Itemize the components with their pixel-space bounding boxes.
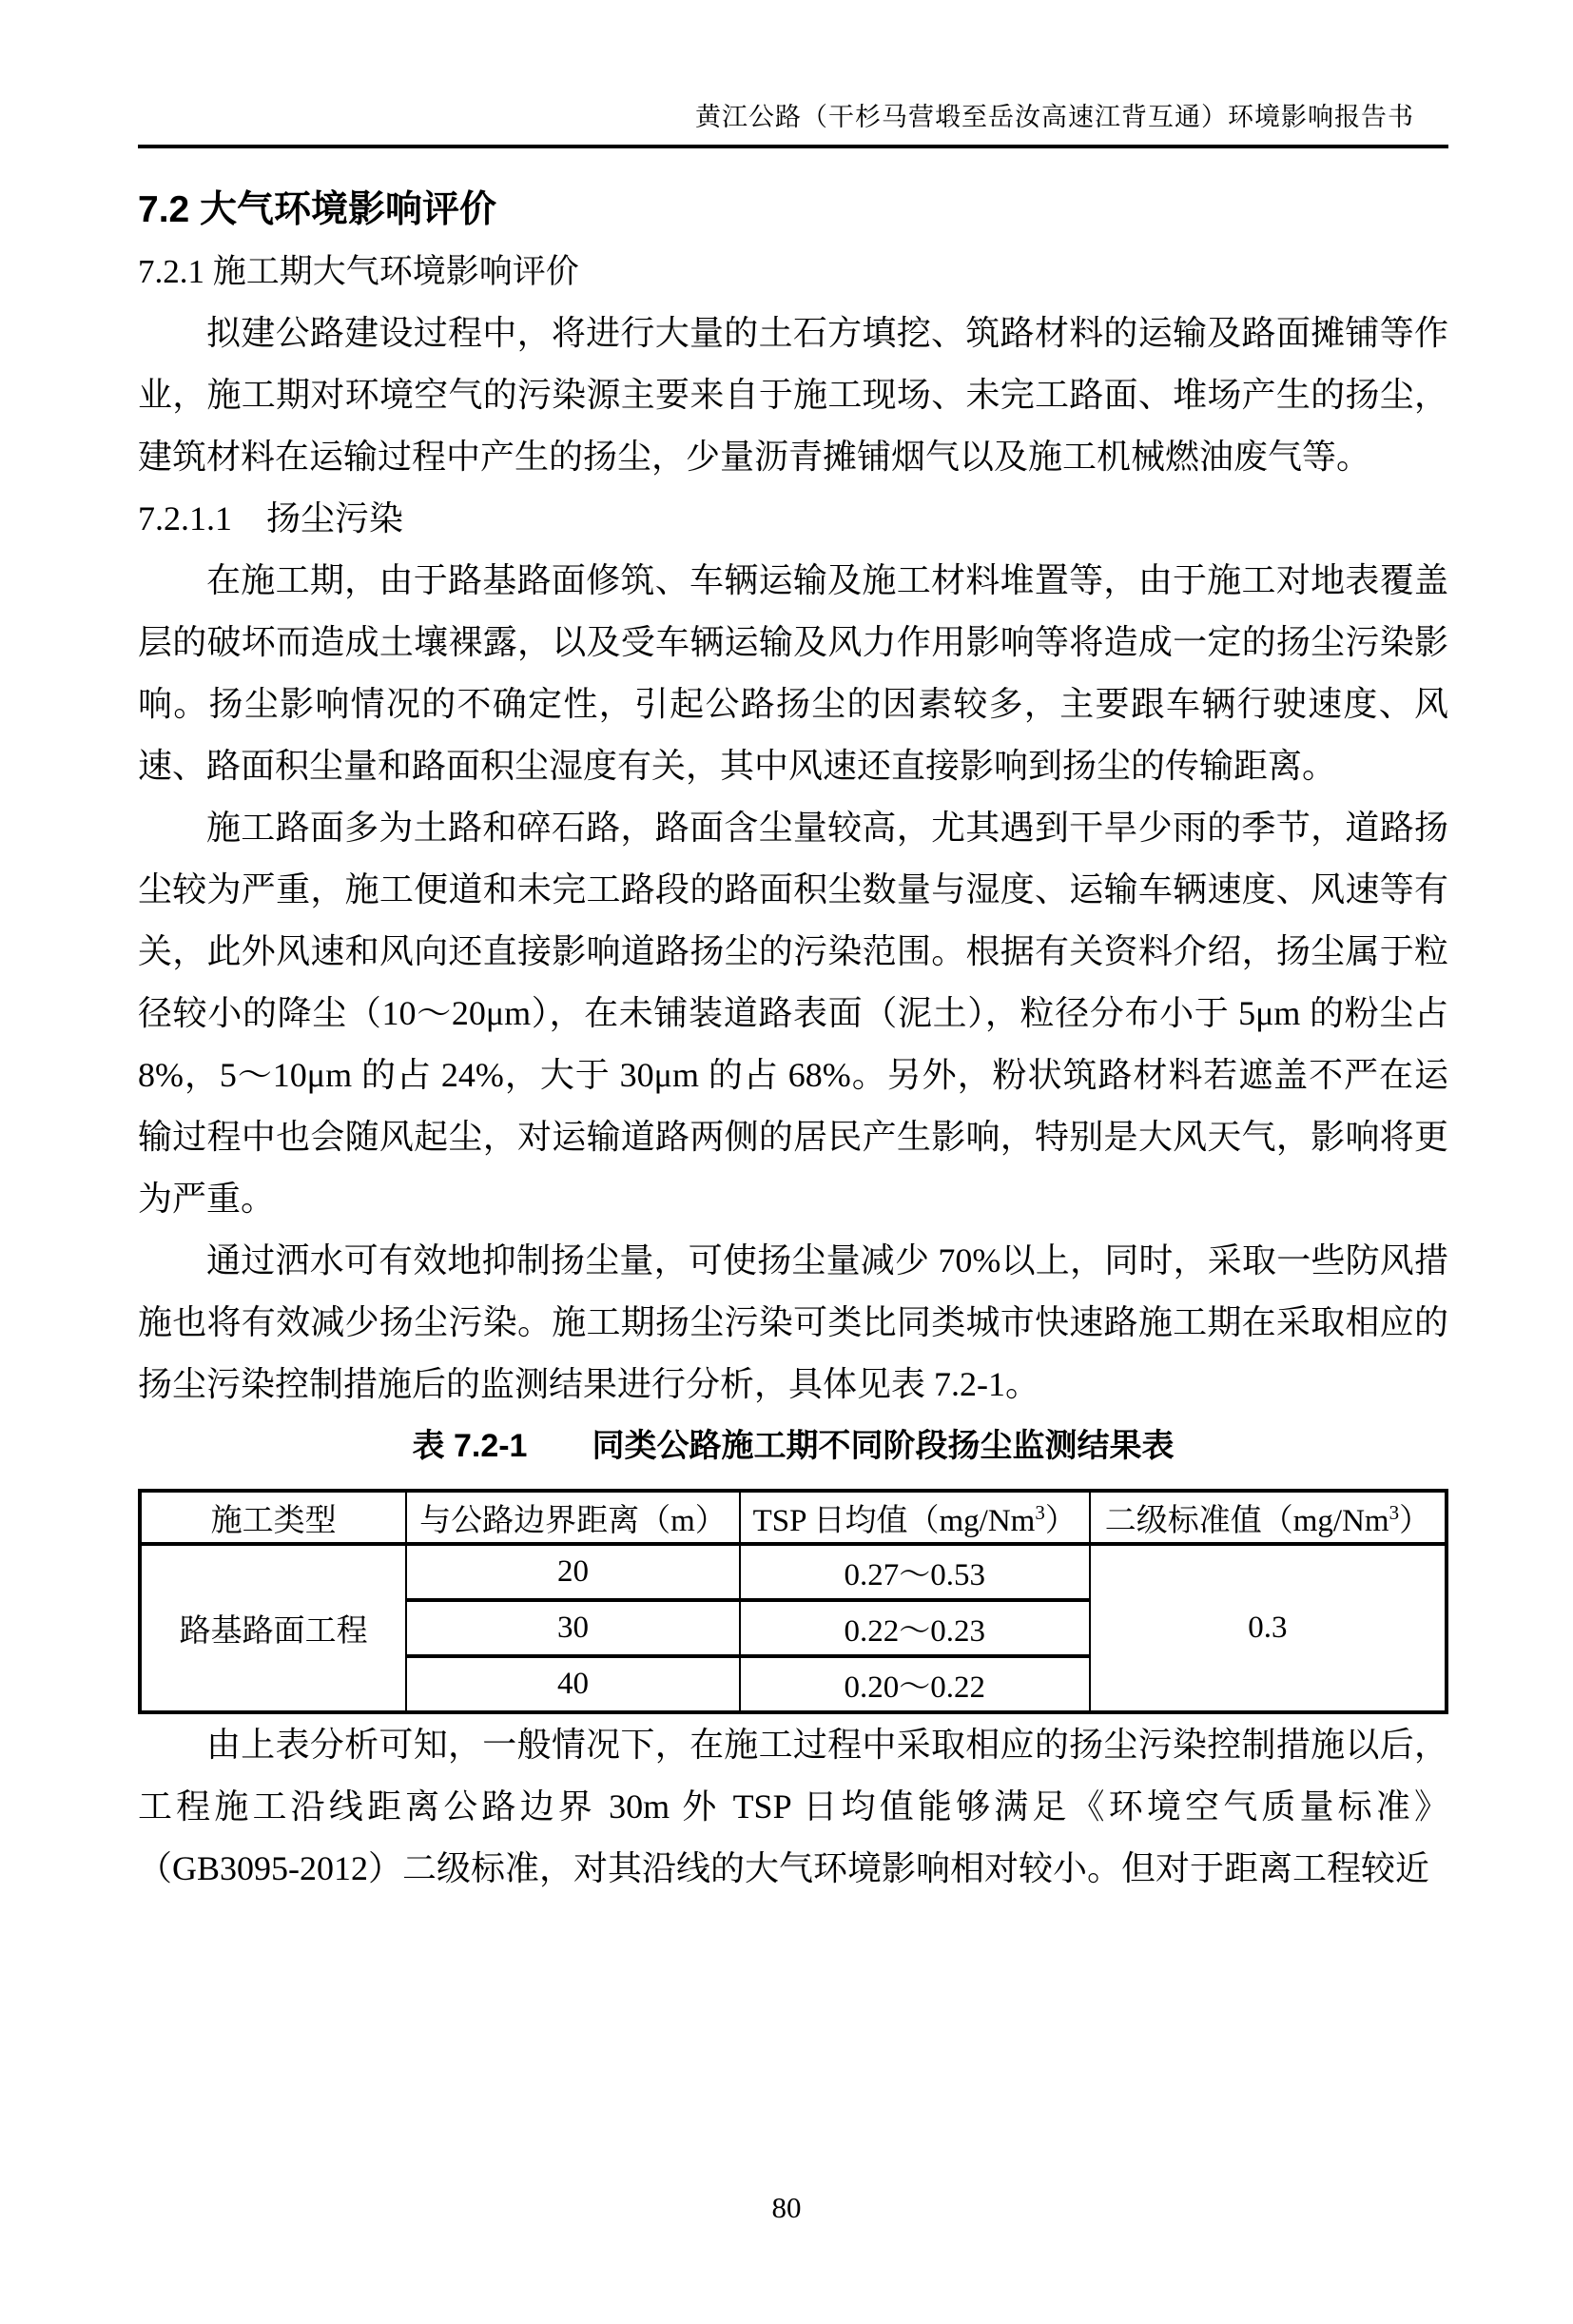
dust-monitor-table <box>138 1489 1448 1714</box>
table-row-20m <box>140 1544 1447 1600</box>
document-page <box>0 99 1573 2324</box>
running-header <box>138 99 1448 148</box>
standard-header-superscript: 3 <box>1389 1500 1400 1524</box>
cell-tsp-40: 0.20～0.22 <box>740 1656 1090 1712</box>
cell-construction-type: 路基路面工程 <box>140 1544 406 1712</box>
tsp-header-close: ） <box>1044 1503 1077 1538</box>
page-body <box>0 99 1573 1900</box>
cell-distance-20: 20 <box>406 1544 739 1600</box>
table-header-row <box>140 1491 1447 1544</box>
paragraph-dust-causes: 在施工期，由于路基路面修筑、车辆运输及施工材料堆置等，由于施工对地表覆盖层的破坏而造成土壤裸露，以及受车辆运输及风力作用影响等将造成一定的扬尘污染影响。扬尘影响情况的不确定性，引起公路扬尘的因素较多，主要跟车辆行驶速度、风速、路面积尘量和路面积尘湿度有关，其中风速还直接影响到扬尘的传输距离。 <box>138 561 1448 785</box>
col-header-construction-type: 施工类型 <box>140 1491 406 1544</box>
cell-distance-30: 30 <box>406 1600 739 1656</box>
page-number: 80 <box>771 2191 802 2224</box>
tsp-header-superscript: 3 <box>1035 1500 1045 1524</box>
col-header-standard <box>1090 1491 1447 1544</box>
paragraph-water-spray-control: 通过洒水可有效地抑制扬尘量，可使扬尘量减少 70%以上，同时，采取一些防风措施也将有效减少扬尘污染。施工期扬尘污染可类比同类城市快速路施工期在采取相应的扬尘污染控制措施后的监测结果进行分析，具体见表 7.2-1。 <box>138 1241 1448 1403</box>
running-header-title: 黄江公路（干杉马营塅至岳汝高速江背互通）环境影响报告书 <box>695 103 1414 131</box>
paragraph-dust-particle-sizes: 施工路面多为土路和碎石路，路面含尘量较高，尤其遇到干旱少雨的季节，道路扬尘较为严重，施工便道和未完工路段的路面积尘数量与湿度、运输车辆速度、风速等有关，此外风速和风向还直接影响道路扬尘的污染范围。根据有关资料介绍，扬尘属于粒径较小的降尘（10～20μm），在未铺装道路表面（泥土），粒径分布小于 5μm 的粉尘占 8%，5～10μm 的占 24%，大于 30μm 的占 68%。另外，粉状筑路材料若遮盖不严在运输过程中也会随风起尘，对运输道路两侧的居民产生影响，特别是大风天气，影响将更为严重。 <box>138 809 1448 1218</box>
paragraph-construction-overview: 拟建公路建设过程中，将进行大量的土石方填挖、筑路材料的运输及路面摊铺等作业，施工期对环境空气的污染源主要来自于施工现场、未完工路面、堆场产生的扬尘，建筑材料在运输过程中产生的扬尘，少量沥青摊铺烟气以及施工机械燃油废气等。 <box>138 314 1448 476</box>
col-header-distance: 与公路边界距离（m） <box>406 1491 739 1544</box>
cell-tsp-30: 0.22～0.23 <box>740 1600 1090 1656</box>
cell-tsp-20: 0.27～0.53 <box>740 1544 1090 1600</box>
standard-header-close: ） <box>1399 1503 1431 1538</box>
col-header-tsp <box>740 1491 1090 1544</box>
table-caption: 表 7.2-1 同类公路施工期不同阶段扬尘监测结果表 <box>412 1428 1175 1464</box>
paragraph-table-analysis: 由上表分析可知，一般情况下，在施工过程中采取相应的扬尘污染控制措施以后，工程施工沿线距离公路边界 30m 外 TSP 日均值能够满足《环境空气质量标准》（GB3095-2012）二级标准，对其沿线的大气环境影响相对较小。但对于距离工程较近 <box>138 1726 1448 1887</box>
tsp-header-text: TSP 日均值（mg/Nm <box>752 1503 1036 1538</box>
cell-standard-value: 0.3 <box>1090 1544 1447 1712</box>
section-heading-7-2-1-1: 7.2.1.1 扬尘污染 <box>138 499 404 537</box>
cell-distance-40: 40 <box>406 1656 739 1712</box>
standard-header-text: 二级标准值（mg/Nm <box>1104 1503 1389 1538</box>
section-heading-7-2: 7.2 大气环境影响评价 <box>138 189 497 230</box>
section-heading-7-2-1: 7.2.1 施工期大气环境影响评价 <box>138 253 579 290</box>
